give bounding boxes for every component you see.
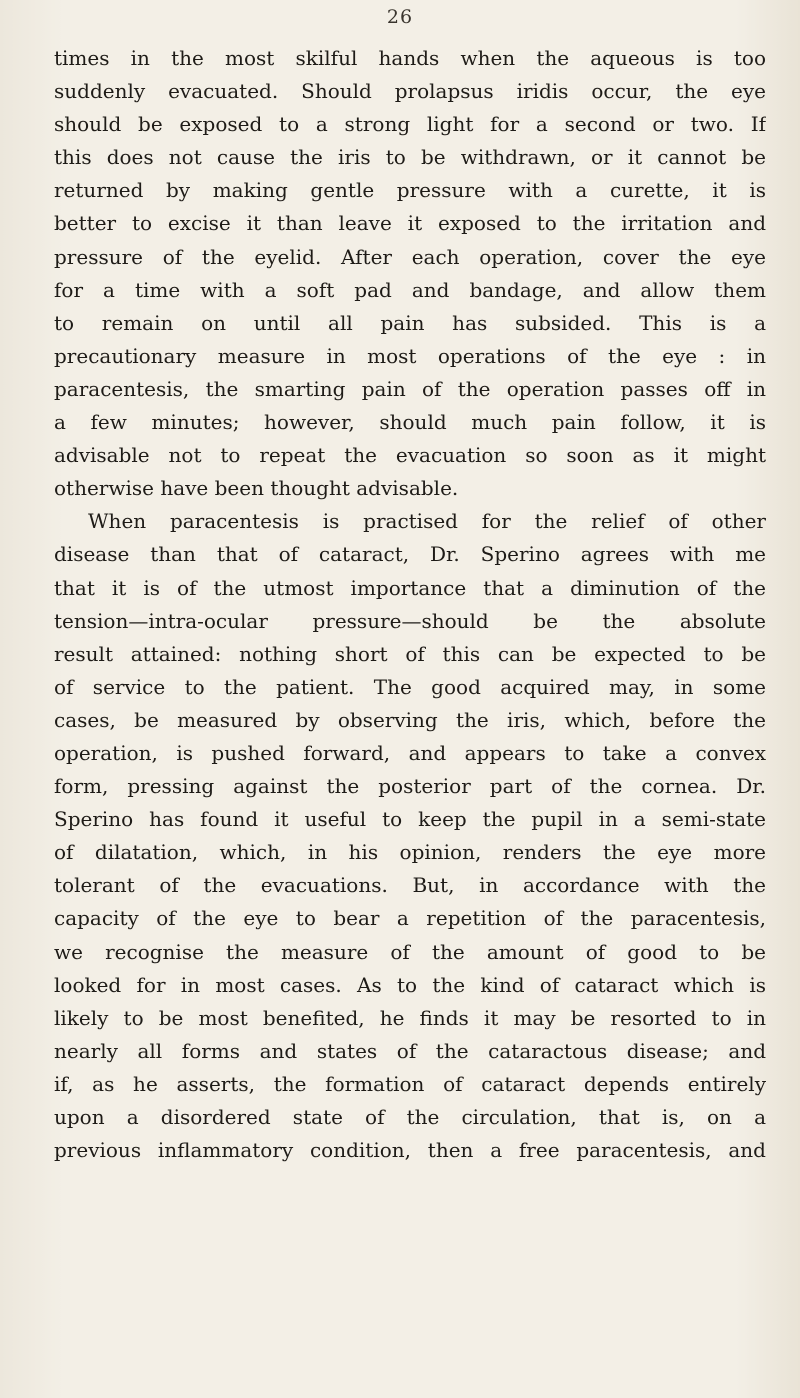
text-line: Sperino has found it useful to keep the pupil in a semi-state: [54, 807, 766, 832]
text-line: tolerant of the evacuations. But, in accordance with the: [54, 873, 766, 898]
text-line: operation, is pushed forward, and appears to take a convex: [54, 740, 766, 765]
page-number: 26: [386, 6, 414, 28]
text-line: precautionary measure in most operations of the eye : in: [54, 343, 766, 368]
text-line: capacity of the eye to bear a repetition of the paracentesis,: [54, 906, 766, 931]
text-line: cases, be measured by observing the iris, which, before the: [54, 707, 766, 732]
text-line: we recognise the measure of the amount of good to be: [54, 939, 766, 964]
paragraph-start-line: When paracentesis is practised for the relief of other: [88, 509, 766, 534]
text-line: pressure of the eyelid. After each operation, cover the eye: [54, 244, 766, 269]
text-line: previous inflammatory condition, then a free paracentesis, and: [54, 1138, 766, 1163]
body-text: [54, 42, 766, 1167]
text-line: of dilatation, which, in his opinion, renders the eye more: [54, 840, 766, 865]
text-line: tension—intra-ocular pressure—should be the absolute: [54, 608, 766, 633]
paragraph-end-line: otherwise have been thought advisable.: [54, 476, 459, 501]
text-line: a few minutes; however, should much pain follow, it is: [54, 410, 766, 435]
text-line: this does not cause the iris to be withdrawn, or it cannot be: [54, 145, 766, 170]
text-line: of service to the patient. The good acquired may, in some: [54, 674, 766, 699]
text-line: nearly all forms and states of the cataractous disease; and: [54, 1038, 766, 1063]
text-line: likely to be most benefited, he finds it may be resorted to in: [54, 1005, 766, 1030]
text-line: for a time with a soft pad and bandage, and allow them: [54, 277, 766, 302]
text-line: times in the most skilful hands when the aqueous is too: [54, 46, 766, 70]
text-line: paracentesis, the smarting pain of the operation passes off in: [54, 376, 766, 401]
text-line: suddenly evacuated. Should prolapsus iridis occur, the eye: [54, 79, 766, 104]
text-line: if, as he asserts, the formation of cataract depends entirely: [54, 1071, 766, 1096]
text-line: form, pressing against the posterior part of the cornea. Dr.: [54, 774, 766, 799]
text-line: looked for in most cases. As to the kind of cataract which is: [54, 972, 766, 997]
text-line: advisable not to repeat the evacuation so soon as it might: [54, 443, 766, 468]
text-line: that it is of the utmost importance that a diminution of the: [54, 575, 766, 600]
text-line: to remain on until all pain has subsided. This is a: [54, 310, 766, 335]
text-line: result attained: nothing short of this can be expected to be: [54, 641, 766, 666]
text-line: returned by making gentle pressure with a curette, it is: [54, 178, 766, 203]
text-line: upon a disordered state of the circulation, that is, on a: [54, 1105, 766, 1129]
text-line: better to excise it than leave it exposed to the irritation and: [54, 211, 766, 236]
text-line: disease than that of cataract, Dr. Sperino agrees with me: [54, 542, 766, 567]
text-line: should be exposed to a strong light for a second or two. If: [54, 112, 766, 137]
